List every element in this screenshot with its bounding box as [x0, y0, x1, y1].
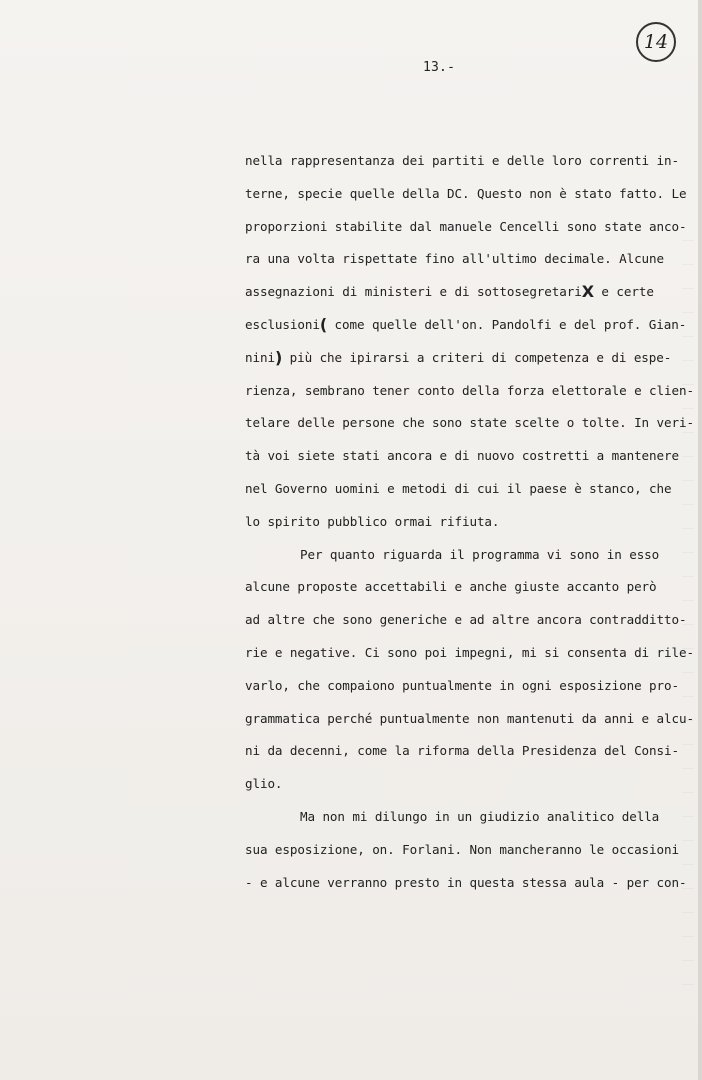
text-line: terne, specie quelle della DC. Questo non è stato fatto. Le [245, 185, 687, 201]
text-line [245, 281, 675, 314]
handwritten-cross-mark: X [581, 282, 594, 302]
handwritten-open-parenthesis: ( [319, 314, 328, 334]
text-segment: come quelle dell'on. Pandolfi e del prof. Gian- [327, 316, 687, 332]
text-line [245, 347, 675, 380]
text-line: nella rappresentanza dei partiti e delle loro correnti in- [245, 153, 679, 168]
text-line: Ma non mi dilungo in un giudizio analitico della [300, 808, 660, 824]
text-line: grammatica perché puntualmente non mantenuti da anni e alcu- [245, 710, 694, 726]
page-edge [698, 0, 702, 1080]
text-line: alcune proposte accettabili e anche giuste accanto però [245, 579, 657, 595]
text-line: Per quanto riguarda il programma vi sono in esso [300, 546, 660, 562]
body-text [245, 150, 694, 904]
handwritten-close-parenthesis: ) [274, 347, 283, 367]
text-line: nel Governo uomini e metodi di cui il paese è stanco, che [245, 480, 672, 496]
text-line: tà voi siete stati ancora e di nuovo costretti a mantenere [245, 448, 679, 464]
text-line: lo spirito pubblico ormai rifiuta. [245, 513, 500, 529]
text-line: sua esposizione, on. Forlani. Non mancheranno le occasioni [245, 841, 679, 857]
text-line: rie e negative. Ci sono poi impegni, mi si consenta di rile- [245, 644, 694, 660]
text-line: ra una volta rispettate fino all'ultimo decimale. Alcune [245, 251, 664, 267]
page-number: 13.- [423, 60, 456, 75]
text-segment: esclusioni [245, 316, 320, 332]
text-line [245, 314, 687, 347]
text-segment: e certe [593, 284, 654, 300]
text-line: telare delle persone che sono state scelte o tolte. In veri- [245, 415, 694, 431]
text-segment: assegnazioni di ministeri e di sottosegretari [245, 284, 582, 300]
text-segment: più che ipirarsi a criteri di competenza e di espe- [282, 349, 672, 365]
handwritten-page-number-stamp [636, 22, 676, 62]
text-line: varlo, che compaiono puntualmente in ogni esposizione pro- [245, 677, 679, 693]
text-segment: nini [245, 349, 275, 365]
text-line: glio. [245, 776, 283, 792]
text-line: proporzioni stabilite dal manuele Cencelli sono state anco- [245, 218, 687, 234]
text-line: rienza, sembrano tener conto della forza elettorale e clien- [245, 382, 694, 398]
stamp-number: 14 [643, 31, 669, 53]
text-line: ni da decenni, come la riforma della Presidenza del Consi- [245, 743, 679, 759]
text-line: ad altre che sono generiche e ad altre ancora contradditto- [245, 612, 687, 628]
text-line: - e alcune verranno presto in questa stessa aula - per con- [245, 874, 687, 890]
